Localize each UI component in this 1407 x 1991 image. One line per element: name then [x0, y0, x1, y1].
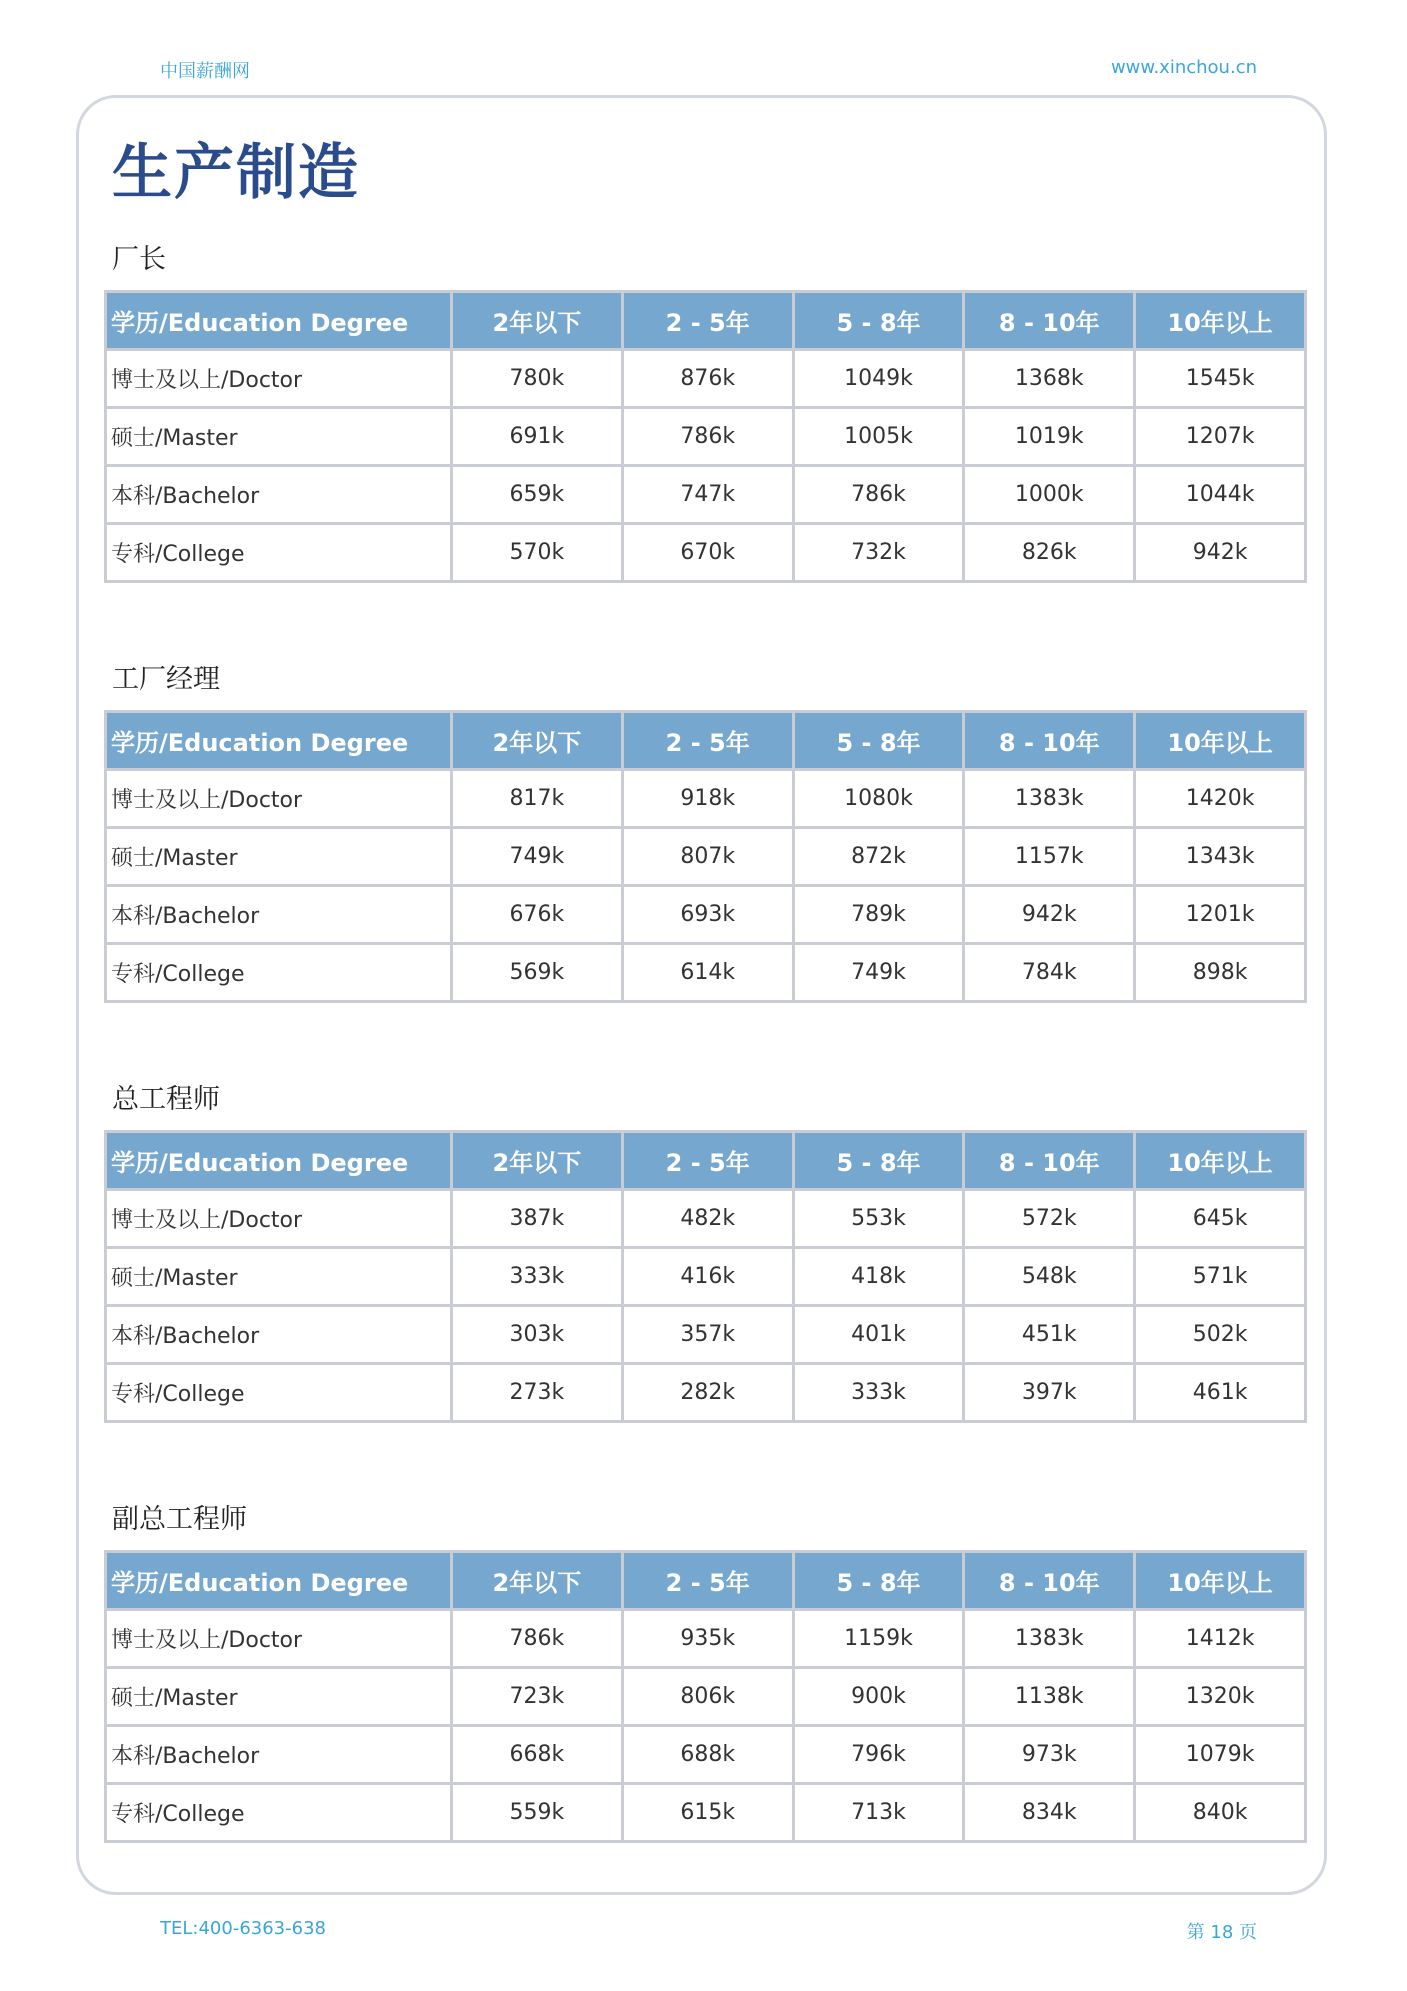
column-header: 学历/Education Degree	[106, 1552, 452, 1610]
salary-cell: 1383k	[964, 1610, 1135, 1668]
section-title: 总工程师	[112, 1084, 220, 1115]
salary-cell: 1000k	[964, 466, 1135, 524]
table-row	[106, 350, 1306, 408]
salary-cell: 1545k	[1135, 350, 1306, 408]
degree-cell: 专科/College	[106, 1784, 452, 1842]
table-row	[106, 1784, 1306, 1842]
table-row	[106, 828, 1306, 886]
salary-cell: 780k	[452, 350, 623, 408]
degree-cell: 硕士/Master	[106, 408, 452, 466]
table-header-row	[106, 712, 1306, 770]
salary-table	[104, 1130, 1307, 1423]
salary-cell: 935k	[622, 1610, 793, 1668]
salary-cell: 273k	[452, 1364, 623, 1422]
salary-table	[104, 1550, 1307, 1843]
salary-table	[104, 710, 1307, 1003]
column-header: 10年以上	[1135, 1552, 1306, 1610]
column-header: 2 - 5年	[622, 1132, 793, 1190]
column-header: 2年以下	[452, 292, 623, 350]
salary-cell: 1343k	[1135, 828, 1306, 886]
salary-cell: 571k	[1135, 1248, 1306, 1306]
salary-cell: 333k	[452, 1248, 623, 1306]
salary-cell: 461k	[1135, 1364, 1306, 1422]
degree-cell: 专科/College	[106, 524, 452, 582]
column-header: 10年以上	[1135, 292, 1306, 350]
salary-cell: 387k	[452, 1190, 623, 1248]
column-header: 5 - 8年	[793, 292, 964, 350]
table-row	[106, 1668, 1306, 1726]
column-header: 5 - 8年	[793, 1132, 964, 1190]
column-header: 2年以下	[452, 712, 623, 770]
salary-cell: 693k	[622, 886, 793, 944]
column-header: 2 - 5年	[622, 292, 793, 350]
salary-cell: 942k	[964, 886, 1135, 944]
table-row	[106, 770, 1306, 828]
table-row	[106, 466, 1306, 524]
salary-cell: 1079k	[1135, 1726, 1306, 1784]
salary-cell: 572k	[964, 1190, 1135, 1248]
salary-cell: 614k	[622, 944, 793, 1002]
table-row	[106, 886, 1306, 944]
salary-cell: 401k	[793, 1306, 964, 1364]
column-header: 10年以上	[1135, 712, 1306, 770]
salary-cell: 784k	[964, 944, 1135, 1002]
salary-section	[104, 240, 1304, 583]
salary-cell: 303k	[452, 1306, 623, 1364]
salary-cell: 900k	[793, 1668, 964, 1726]
salary-cell: 1019k	[964, 408, 1135, 466]
degree-cell: 博士及以上/Doctor	[106, 1190, 452, 1248]
salary-cell: 615k	[622, 1784, 793, 1842]
column-header: 8 - 10年	[964, 292, 1135, 350]
degree-cell: 本科/Bachelor	[106, 1306, 452, 1364]
salary-cell: 333k	[793, 1364, 964, 1422]
column-header: 学历/Education Degree	[106, 1132, 452, 1190]
column-header: 8 - 10年	[964, 1132, 1135, 1190]
salary-cell: 786k	[793, 466, 964, 524]
section-title: 厂长	[112, 244, 166, 275]
salary-cell: 502k	[1135, 1306, 1306, 1364]
degree-cell: 本科/Bachelor	[106, 466, 452, 524]
salary-cell: 676k	[452, 886, 623, 944]
salary-cell: 282k	[622, 1364, 793, 1422]
salary-cell: 357k	[622, 1306, 793, 1364]
degree-cell: 博士及以上/Doctor	[106, 1610, 452, 1668]
salary-cell: 1320k	[1135, 1668, 1306, 1726]
salary-cell: 732k	[793, 524, 964, 582]
header-brand: 中国薪酬网	[160, 61, 250, 82]
salary-cell: 397k	[964, 1364, 1135, 1422]
salary-cell: 817k	[452, 770, 623, 828]
header-website[interactable]: www.xinchou.cn	[1110, 57, 1257, 78]
salary-cell: 691k	[452, 408, 623, 466]
salary-cell: 559k	[452, 1784, 623, 1842]
table-header-row	[106, 1132, 1306, 1190]
salary-cell: 1138k	[964, 1668, 1135, 1726]
salary-cell: 918k	[622, 770, 793, 828]
table-row	[106, 1248, 1306, 1306]
degree-cell: 本科/Bachelor	[106, 886, 452, 944]
table-header-row	[106, 1552, 1306, 1610]
salary-cell: 749k	[452, 828, 623, 886]
salary-cell: 1420k	[1135, 770, 1306, 828]
salary-cell: 876k	[622, 350, 793, 408]
table-row	[106, 1190, 1306, 1248]
salary-cell: 834k	[964, 1784, 1135, 1842]
salary-cell: 789k	[793, 886, 964, 944]
degree-cell: 博士及以上/Doctor	[106, 770, 452, 828]
table-row	[106, 944, 1306, 1002]
column-header: 2年以下	[452, 1552, 623, 1610]
salary-cell: 898k	[1135, 944, 1306, 1002]
column-header: 学历/Education Degree	[106, 292, 452, 350]
salary-section	[104, 1500, 1304, 1843]
salary-cell: 1044k	[1135, 466, 1306, 524]
degree-cell: 硕士/Master	[106, 1248, 452, 1306]
salary-cell: 806k	[622, 1668, 793, 1726]
salary-cell: 416k	[622, 1248, 793, 1306]
salary-cell: 872k	[793, 828, 964, 886]
salary-cell: 1412k	[1135, 1610, 1306, 1668]
salary-cell: 418k	[793, 1248, 964, 1306]
salary-cell: 1080k	[793, 770, 964, 828]
salary-section	[104, 660, 1304, 1003]
column-header: 2 - 5年	[622, 1552, 793, 1610]
salary-cell: 553k	[793, 1190, 964, 1248]
column-header: 学历/Education Degree	[106, 712, 452, 770]
salary-cell: 1201k	[1135, 886, 1306, 944]
table-row	[106, 1364, 1306, 1422]
column-header: 10年以上	[1135, 1132, 1306, 1190]
table-row	[106, 1306, 1306, 1364]
table-row	[106, 408, 1306, 466]
salary-cell: 1368k	[964, 350, 1135, 408]
section-title: 工厂经理	[112, 664, 220, 695]
footer-page-number: 第 18 页	[1186, 1922, 1257, 1943]
table-row	[106, 1610, 1306, 1668]
salary-cell: 570k	[452, 524, 623, 582]
salary-cell: 569k	[452, 944, 623, 1002]
salary-cell: 1207k	[1135, 408, 1306, 466]
section-title: 副总工程师	[112, 1504, 247, 1535]
salary-cell: 670k	[622, 524, 793, 582]
salary-cell: 548k	[964, 1248, 1135, 1306]
degree-cell: 本科/Bachelor	[106, 1726, 452, 1784]
salary-cell: 1159k	[793, 1610, 964, 1668]
degree-cell: 专科/College	[106, 1364, 452, 1422]
salary-cell: 1383k	[964, 770, 1135, 828]
page-title: 生产制造	[112, 138, 360, 208]
column-header: 8 - 10年	[964, 712, 1135, 770]
salary-cell: 796k	[793, 1726, 964, 1784]
salary-cell: 713k	[793, 1784, 964, 1842]
salary-cell: 786k	[622, 408, 793, 466]
salary-cell: 1005k	[793, 408, 964, 466]
salary-cell: 942k	[1135, 524, 1306, 582]
table-row	[106, 524, 1306, 582]
salary-cell: 451k	[964, 1306, 1135, 1364]
salary-cell: 749k	[793, 944, 964, 1002]
table-row	[106, 1726, 1306, 1784]
salary-cell: 973k	[964, 1726, 1135, 1784]
footer-phone: TEL:400-6363-638	[160, 1918, 326, 1939]
salary-cell: 668k	[452, 1726, 623, 1784]
column-header: 2 - 5年	[622, 712, 793, 770]
salary-cell: 807k	[622, 828, 793, 886]
salary-cell: 747k	[622, 466, 793, 524]
salary-cell: 723k	[452, 1668, 623, 1726]
degree-cell: 专科/College	[106, 944, 452, 1002]
column-header: 5 - 8年	[793, 1552, 964, 1610]
salary-cell: 482k	[622, 1190, 793, 1248]
salary-cell: 688k	[622, 1726, 793, 1784]
degree-cell: 硕士/Master	[106, 1668, 452, 1726]
table-header-row	[106, 292, 1306, 350]
degree-cell: 硕士/Master	[106, 828, 452, 886]
salary-cell: 659k	[452, 466, 623, 524]
salary-cell: 1157k	[964, 828, 1135, 886]
salary-cell: 786k	[452, 1610, 623, 1668]
degree-cell: 博士及以上/Doctor	[106, 350, 452, 408]
salary-cell: 826k	[964, 524, 1135, 582]
salary-table	[104, 290, 1307, 583]
salary-cell: 1049k	[793, 350, 964, 408]
column-header: 2年以下	[452, 1132, 623, 1190]
salary-cell: 840k	[1135, 1784, 1306, 1842]
salary-section	[104, 1080, 1304, 1423]
column-header: 5 - 8年	[793, 712, 964, 770]
salary-cell: 645k	[1135, 1190, 1306, 1248]
column-header: 8 - 10年	[964, 1552, 1135, 1610]
